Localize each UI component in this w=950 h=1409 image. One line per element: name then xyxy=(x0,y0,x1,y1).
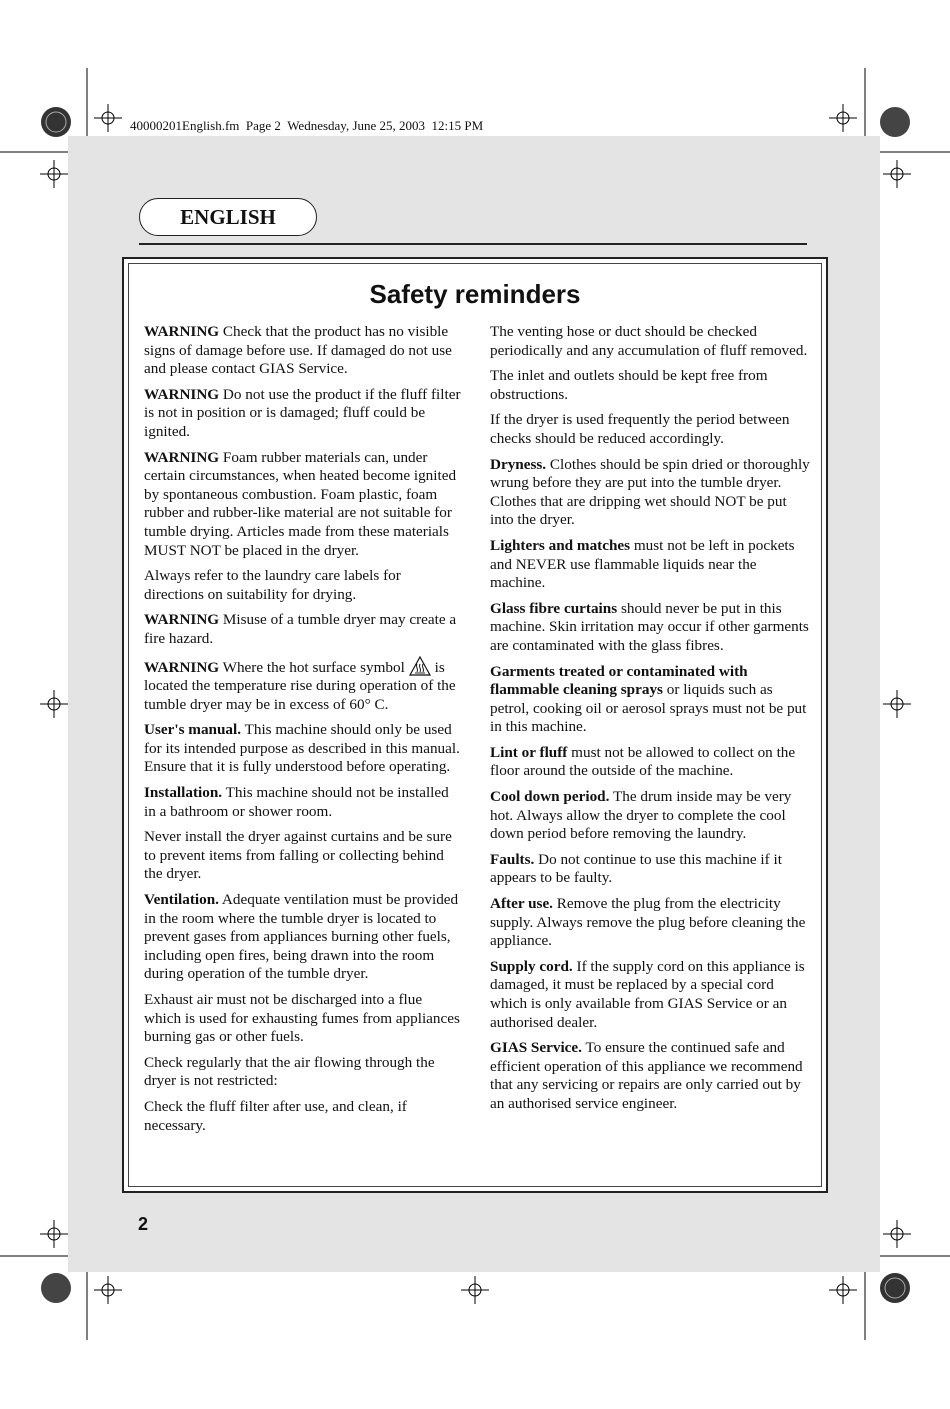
language-tab: ENGLISH xyxy=(139,198,317,236)
paragraph-text: If the dryer is used frequently the period between checks should be reduced accordingly. xyxy=(490,411,790,447)
paragraph-lead: WARNING xyxy=(144,658,220,676)
paragraph-text: Foam rubber materials can, under certain circumstances, when heated become ignited by spontaneous combustion. Foam plastic, foam rubber and rubber-like material are not suitable for tumble drying. Articles made from these materials MUST NOT be placed in the dryer. xyxy=(144,448,457,559)
paragraph-text: should never be put in this machine. Skin irritation may occur if other garments are contaminated with the glass fibres. xyxy=(490,599,809,654)
paragraph xyxy=(490,537,810,593)
print-header: 40000201English.fm Page 2 Wednesday, June 25, 2003 12:15 PM xyxy=(130,118,484,133)
paragraph-text: The venting hose or duct should be checked periodically and any accumulation of fluff removed. xyxy=(490,323,808,359)
paragraph xyxy=(490,744,810,781)
hot-surface-icon xyxy=(409,656,431,676)
paragraph xyxy=(144,386,462,442)
paragraph-lead: GIAS Service. xyxy=(490,1039,582,1057)
paragraph xyxy=(144,1098,462,1135)
paragraph-lead: WARNING xyxy=(144,611,220,629)
paragraph-text: Do not use the product if the fluff filter is not in position or is damaged; fluff could be ignited. xyxy=(144,385,461,440)
paragraph-text: The inlet and outlets should be kept free from obstructions. xyxy=(490,367,768,403)
paragraph xyxy=(490,1039,810,1113)
paragraph xyxy=(490,895,810,951)
paragraph-text: must not be left in pockets and NEVER use flammable liquids near the machine. xyxy=(490,536,795,592)
paragraph-text: Check that the product has no visible signs of damage before use. If damaged do not use and please contact GIAS Service. xyxy=(144,323,452,378)
paragraph-text: Check the fluff filter after use, and clean, if necessary. xyxy=(144,1097,407,1134)
paragraph-lead: Lighters and matches xyxy=(490,536,631,554)
paragraph-lead: Garments treated or contaminated with flammable cleaning sprays xyxy=(490,662,748,699)
paragraph xyxy=(490,851,810,888)
paragraph xyxy=(144,1054,462,1091)
page-number: 2 xyxy=(138,1214,149,1234)
paragraph-lead: WARNING xyxy=(144,385,220,403)
paragraph-text: Adequate ventilation must be provided in the room where the tumble dryer is located to prevent gases from appliances burning other fuels, including open fires, being drawn into the room during operation of the tumble dryer. xyxy=(144,891,459,983)
paragraph-lead: After use. xyxy=(490,895,553,913)
paragraph xyxy=(490,323,810,360)
paragraph xyxy=(144,828,462,884)
paragraph-lead: User's manual. xyxy=(144,721,242,739)
paragraph xyxy=(490,788,810,844)
paragraph-text: This machine should not be installed in a bathroom or shower room. xyxy=(144,784,449,820)
paragraph-lead: Dryness. xyxy=(490,455,547,473)
paragraph-lead: WARNING xyxy=(144,448,220,466)
paragraph-text: Clothes should be spin dried or thoroughly wrung before they are put into the tumble dryer. Clothes that are dripping wet should NOT be put into the dryer. xyxy=(490,455,810,529)
paragraph-text: The drum inside may be very hot. Always allow the dryer to complete the cool down period before removing the laundry. xyxy=(490,788,792,843)
paragraph xyxy=(490,411,810,448)
paragraph-text: This machine should only be used for its intended purpose as described in this manual. Ensure that it is fully understood before operating. xyxy=(144,721,460,776)
paragraph xyxy=(490,958,810,1032)
header-rule xyxy=(139,243,807,245)
paragraph-text: If the supply cord on this appliance is damaged, it must be replaced by a special cord which is only available from GIAS Service or an authorised dealer. xyxy=(490,957,805,1031)
paragraph-text: Never install the dryer against curtains and be sure to prevent items from falling or collecting behind the dryer. xyxy=(144,828,452,883)
paragraph xyxy=(490,367,810,404)
paragraph-lead: Faults. xyxy=(490,850,535,868)
left-column xyxy=(144,323,462,1142)
paragraph-lead: Supply cord. xyxy=(490,957,573,975)
paragraph-text: must not be allowed to collect on the floor around the outside of the machine. xyxy=(490,743,796,780)
paragraph-text: Where the hot surface symbol xyxy=(219,658,405,676)
paragraph-lead: Cool down period. xyxy=(490,788,610,806)
safety-box xyxy=(122,257,828,1193)
paragraph-lead: Glass fibre curtains xyxy=(490,599,618,617)
page-title: Safety reminders xyxy=(369,279,581,309)
paragraph xyxy=(144,784,462,821)
paragraph-lead: Lint or fluff xyxy=(490,743,568,761)
paragraph-text: Always refer to the laundry care labels for directions on suitability for drying. xyxy=(144,567,401,603)
paragraph-text: or liquids such as petrol, cooking oil or aerosol sprays must not be put in this machine. xyxy=(490,681,807,736)
paragraph-text: Exhaust air must not be discharged into a flue which is used for exhausting fumes from appliances burning gas or other fuels. xyxy=(144,991,460,1046)
safety-box-inner xyxy=(128,263,822,1187)
paragraph-lead: WARNING xyxy=(144,323,220,340)
paragraph-text: Check regularly that the air flowing through the dryer is not restricted: xyxy=(144,1053,435,1090)
right-column xyxy=(490,323,810,1121)
paragraph xyxy=(144,891,462,984)
paragraph-text: Remove the plug from the electricity supply. Always remove the plug before cleaning the appliance. xyxy=(490,895,806,950)
paragraph xyxy=(490,600,810,656)
paragraph-text: Do not continue to use this machine if it appears to be faulty. xyxy=(490,850,782,887)
paragraph xyxy=(144,991,462,1047)
paragraph xyxy=(144,567,462,604)
paragraph-text: Misuse of a tumble dryer may create a fire hazard. xyxy=(144,611,457,647)
paragraph xyxy=(144,323,462,379)
paragraph xyxy=(144,449,462,561)
paragraph xyxy=(490,663,810,737)
paragraph xyxy=(144,656,462,715)
paragraph-lead: Installation. xyxy=(144,784,223,802)
paragraph-text: is located the temperature rise during operation of the tumble dryer may be in excess of 60° C. xyxy=(144,658,456,713)
paragraph xyxy=(490,456,810,530)
paragraph xyxy=(144,611,462,648)
paragraph-text: To ensure the continued safe and efficient operation of this appliance we recommend that any servicing or repairs are only carried out by an authorised service engineer. xyxy=(490,1039,803,1112)
paragraph xyxy=(144,721,462,777)
paragraph-lead: Ventilation. xyxy=(144,891,219,909)
